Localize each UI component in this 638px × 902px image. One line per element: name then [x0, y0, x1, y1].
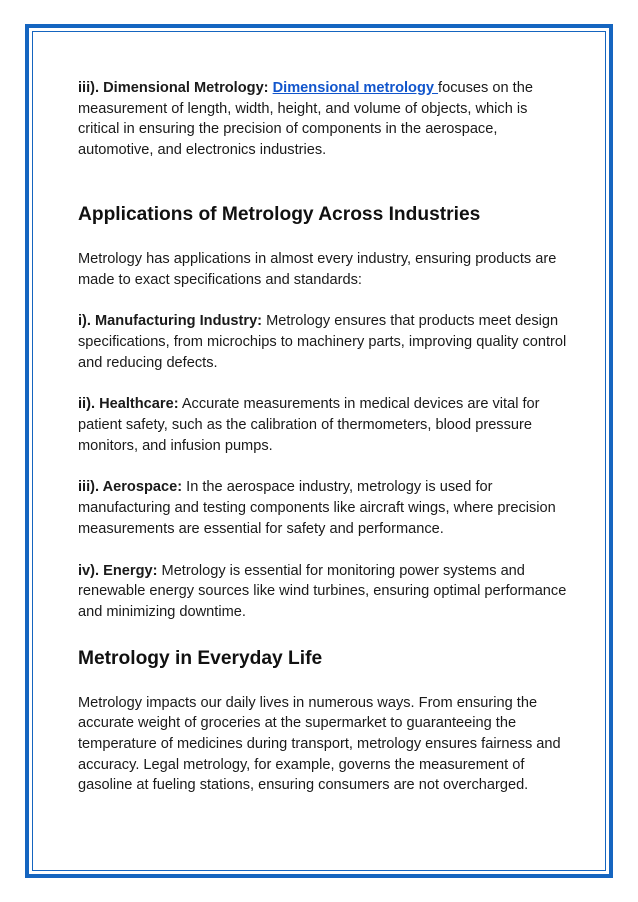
paragraph-text: Metrology is essential for monitoring power systems and renewable energy sources like wind turbines, ensuring optimal performance and minimizing downtime.: [78, 562, 567, 620]
aerospace-paragraph: [78, 477, 568, 539]
paragraph-text: Metrology ensures that products meet design specifications, from microchips to machinery parts, improving quality control and reducing defects.: [78, 313, 567, 371]
document-body: [78, 78, 568, 796]
everyday-life-paragraph: Metrology impacts our daily lives in numerous ways. From ensuring the accurate weight of groceries at the supermarket to guaranteeing the temperature of medicines during transport, metrology ensures fairness and accuracy. Legal metrology, for example, governs the measurement of gasoline at fueling stations, ensuring consumers are not overcharged.: [78, 694, 561, 794]
dimensional-metrology-link[interactable]: Dimensional metrology: [272, 80, 439, 96]
healthcare-paragraph: [78, 394, 568, 456]
applications-intro-paragraph: Metrology has applications in almost every industry, ensuring products are made to exact specifications and standards:: [78, 250, 557, 288]
paragraph-label: i). Manufacturing Industry:: [78, 313, 263, 330]
section-heading-everyday-life: Metrology in Everyday Life: [78, 647, 323, 669]
manufacturing-paragraph: [78, 311, 568, 373]
paragraph-label: iii). Dimensional Metrology:: [78, 80, 269, 96]
paragraph-text: In the aerospace industry, metrology is used for manufacturing and testing components like aircraft wings, where precision measurements are essential for safety and performance.: [78, 479, 556, 537]
paragraph-label: iii). Aerospace:: [78, 479, 183, 496]
paragraph-text: focuses on the measurement of length, width, height, and volume of objects, which is critical in ensuring the precision of components in the aerospace, automotive, and electronics industries.: [78, 80, 533, 159]
paragraph-text: Accurate measurements in medical devices are vital for patient safety, such as the calibration of thermometers, blood pressure monitors, and infusion pumps.: [78, 396, 540, 454]
dimensional-metrology-paragraph: [78, 78, 568, 161]
section-heading-applications: Applications of Metrology Across Industries: [78, 203, 481, 225]
paragraph-label: ii). Healthcare:: [78, 396, 179, 413]
paragraph-label: iv). Energy:: [78, 562, 158, 579]
energy-paragraph: [78, 561, 568, 623]
